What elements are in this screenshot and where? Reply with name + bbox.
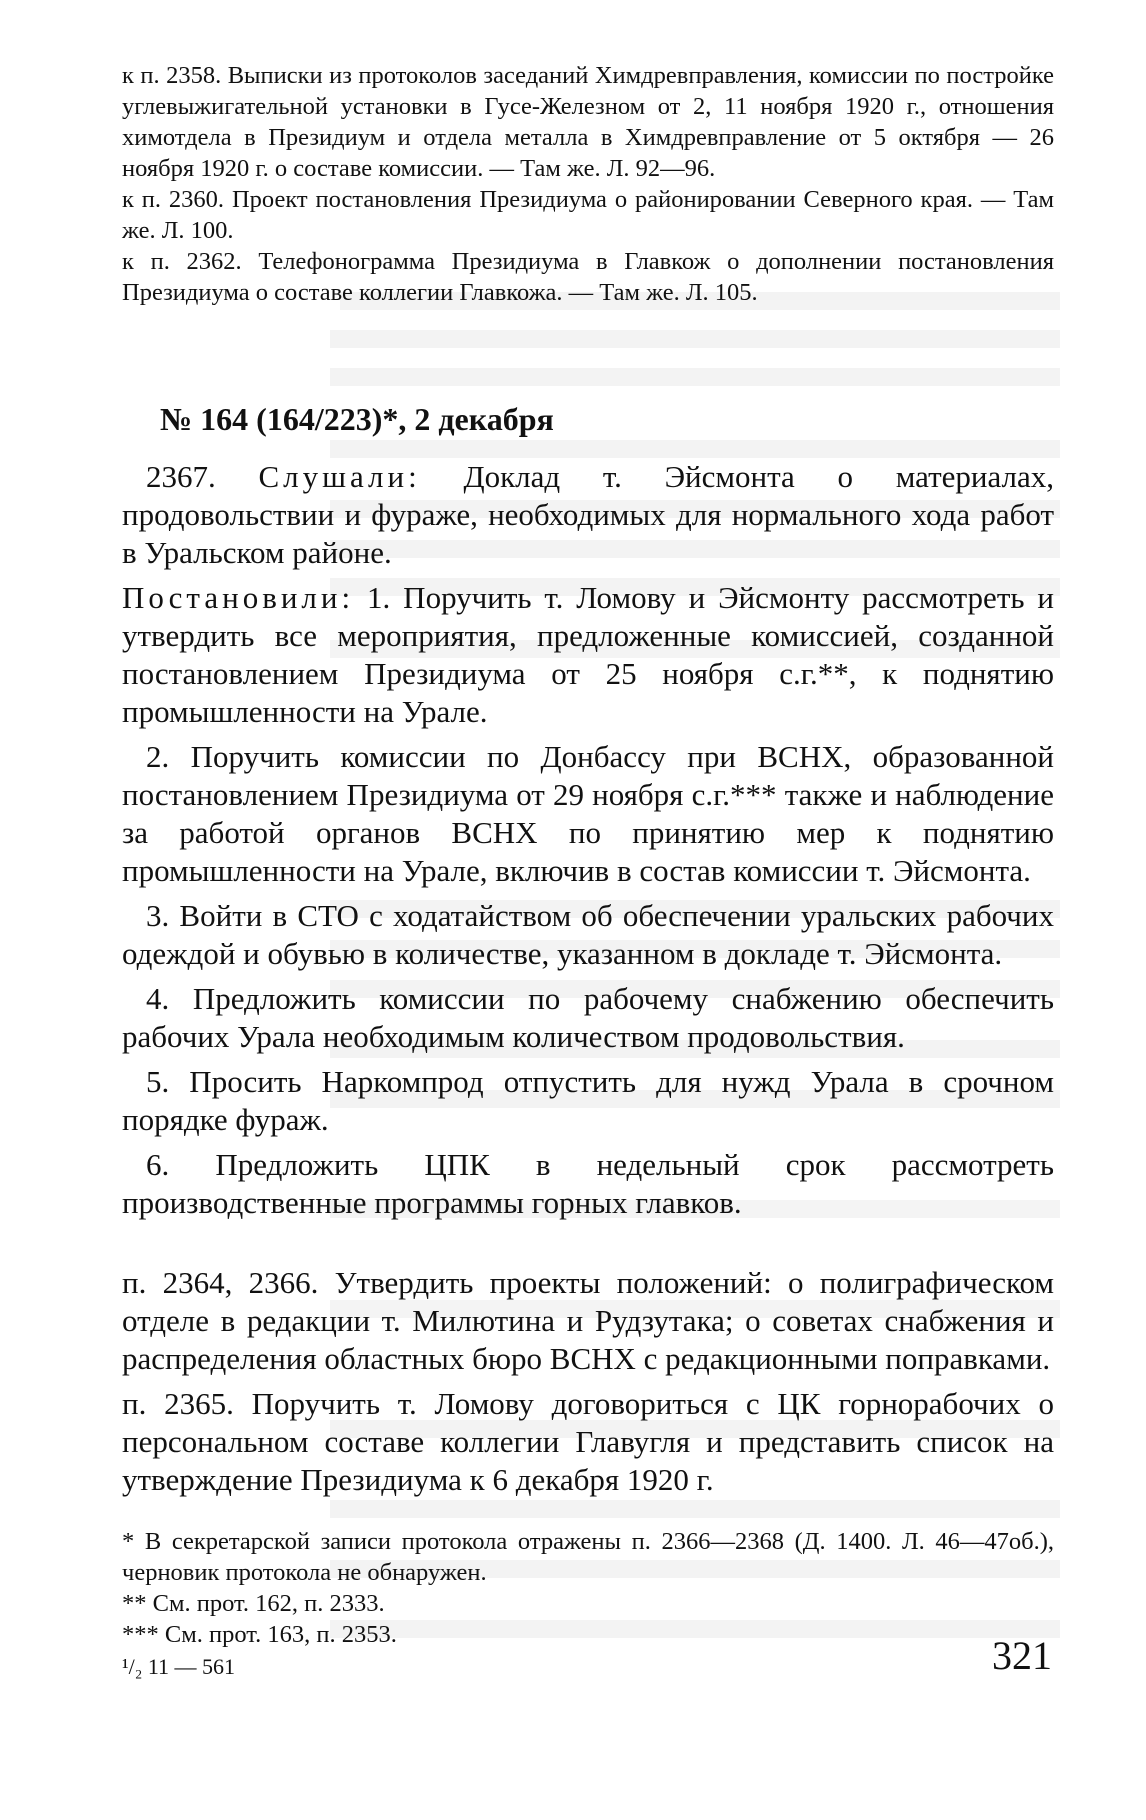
printer-signature: ¹/₂ 11 — 561 <box>122 1654 236 1679</box>
heard-label: Слушали: <box>258 459 421 494</box>
reference-2360: к п. 2360. Проект постановления Президиума о районировании Северного края. — Там же. Л. 100. <box>122 186 1054 244</box>
resolved-point-6: 6. Предложить ЦПК в недельный срок рассмотреть производственные программы горных главков. <box>122 1147 1054 1220</box>
reference-2362: к п. 2362. Телефонограмма Президиума в Главкож о дополнении постановления Президиума о составе коллегии Главкожа. — Там же. Л. 105. <box>122 248 1054 306</box>
resolved-point-4: 4. Предложить комиссии по рабочему снабжению обеспечить рабочих Урала необходимым количеством продовольствия. <box>122 981 1054 1054</box>
item-2364-2366: п. 2364, 2366. Утвердить проекты положений: о полиграфическом отделе в редакции т. Милютина и Рудзутака; о советах снабжения и распределения областных бюро ВСНХ с редакционными поправками. <box>122 1265 1054 1376</box>
footnote-1: * В секретарской записи протокола отражены п. 2366—2368 (Д. 1400. Л. 46—47об.), черновик протокола не обнаружен. <box>122 1528 1054 1586</box>
top-references <box>122 60 1054 308</box>
heard-paragraph <box>122 458 1054 572</box>
footnotes <box>122 1526 1054 1650</box>
resolved-label: Постановили: <box>122 580 355 615</box>
resolved-point-5: 5. Просить Наркомпрод отпустить для нужд Урала в срочном порядке фураж. <box>122 1064 1054 1137</box>
page-number: 321 <box>992 1633 1052 1678</box>
resolved-point-3: 3. Войти в СТО с ходатайством об обеспечении уральских рабочих одеждой и обувью в количестве, указанном в докладе т. Эйсмонта. <box>122 898 1054 971</box>
resolved-paragraph <box>122 579 1054 731</box>
heard-text: Доклад т. Эйсмонта о материалах, продовольствии и фураже, необходимых для нормального хода работ в Уральском районе. <box>122 459 1055 570</box>
resolved-point-2: 2. Поручить комиссии по Донбассу при ВСНХ, образованной постановлением Президиума от 29 ноября с.г.*** также и наблюдение за работой органов ВСНХ по принятию мер к поднятию промышленности на Урале, включив в состав комиссии т. Эйсмонта. <box>122 739 1054 888</box>
footnote-2: ** См. прот. 162, п. 2333. <box>122 1590 385 1617</box>
protocol-heading: № 164 (164/223)*, 2 декабря <box>160 401 554 437</box>
item-2367 <box>122 458 1054 1229</box>
item-number: 2367. <box>146 459 216 494</box>
bottom-items <box>122 1264 1054 1506</box>
item-2365: п. 2365. Поручить т. Ломову договориться с ЦК горнорабочих о персональном составе коллегии Главугля и представить список на утверждение Президиума к 6 декабря 1920 г. <box>122 1386 1054 1497</box>
resolved-point-1: 1. Поручить т. Ломову и Эйсмонту рассмотреть и утвердить все мероприятия, предложенные комиссией, созданной постановлением Президиума от 25 ноября с.г.**, к поднятию промышленности на Урале. <box>122 580 1055 729</box>
reference-2358: к п. 2358. Выписки из протоколов заседаний Химдревправления, комиссии по постройке углевыжигательной установки в Гусе-Железном от 2, 11 ноября 1920 г., отношения химотдела в Президиум и отдела металла в Химдревправление от 5 октября — 26 ноября 1920 г. о составе комиссии. — Там же. Л. 92—96. <box>122 62 1054 182</box>
footnote-3: *** См. прот. 163, п. 2353. <box>122 1621 397 1648</box>
